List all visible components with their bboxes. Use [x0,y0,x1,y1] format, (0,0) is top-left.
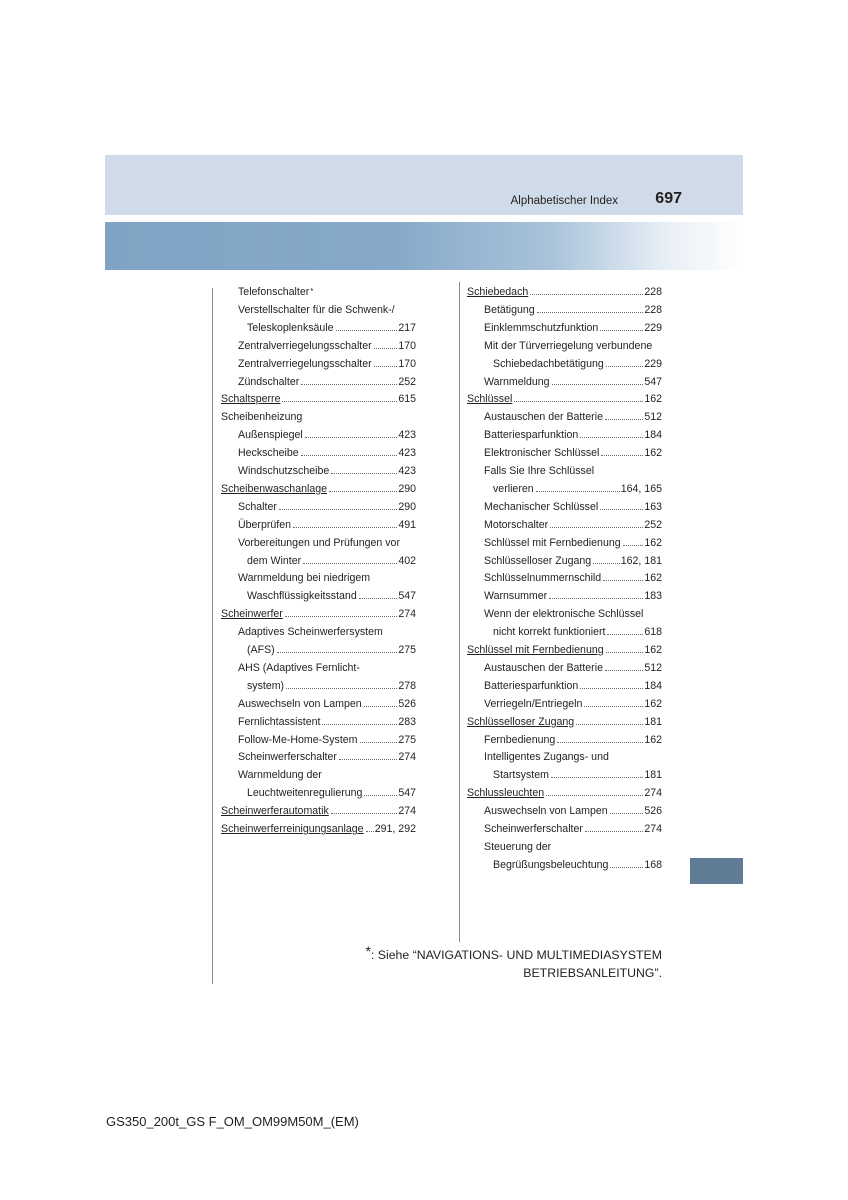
left-column-entry [221,513,416,531]
page-reference: 512 [644,411,662,424]
right-column-entry [467,620,662,638]
left-column-entry [221,584,416,602]
index-term: Vorbereitungen und Prüfungen vor [238,536,400,549]
page-reference: 512 [644,661,662,674]
leader-dots [600,509,643,510]
right-column-entry [467,334,662,352]
page-reference: 252 [398,375,416,388]
right-column-entry [467,602,662,620]
page-reference: 283 [398,715,416,728]
left-column-entry [221,728,416,746]
right-column-entry [467,549,662,567]
left-column-entry [221,620,416,638]
right-column-entry [467,853,662,871]
page-reference: 547 [398,787,416,800]
page-reference: 547 [644,375,662,388]
page-reference: 423 [398,429,416,442]
index-term: Waschflüssigkeitsstand [247,590,357,603]
leader-dots [360,742,398,743]
leader-dots [606,652,644,653]
leader-dots [331,813,398,814]
right-column-entry [467,728,662,746]
index-term: Scheibenheizung [221,411,303,424]
leader-dots [322,724,397,725]
right-column-entry [467,495,662,513]
leader-dots [610,867,643,868]
leader-dots [331,473,397,474]
left-column-entry [221,602,416,620]
index-term: Adaptives Scheinwerfersystem [238,626,383,639]
index-term: Batteriesparfunktion [484,429,579,442]
left-column-entry [221,352,416,370]
right-column-entry [467,280,662,298]
page-reference: 183 [644,590,662,603]
page-reference: 491 [398,518,416,531]
index-term: Verstellschalter für die Schwenk-/ [238,303,395,316]
leader-dots [551,777,643,778]
chapter-tab [690,858,743,884]
left-column-entry [221,674,416,692]
index-term: AHS (Adaptives Fernlicht- [238,661,360,674]
right-column-entry [467,387,662,405]
index-term: Mit der Türverriegelung verbundene [484,339,653,352]
index-term: Verriegeln/Entriegeln [484,697,583,710]
index-term: Austauschen der Batterie [484,661,603,674]
right-column-entry [467,352,662,370]
header-gradient-bar [105,222,743,270]
leader-dots [301,455,398,456]
index-term: Schiebedach [467,286,529,298]
index-term: Warnmeldung der [238,769,322,782]
leader-dots [601,455,643,456]
left-column-entry [221,334,416,352]
leader-dots [557,742,643,743]
left-column-rule [212,288,213,984]
right-column-entry [467,459,662,477]
right-column-entry [467,817,662,835]
index-term: Scheinwerferreinigungsanlage [221,823,364,835]
left-column-entry [221,656,416,674]
index-term: Leuchtweitenregulierung [247,787,363,800]
leader-dots [514,401,643,402]
footnote-line-1: : Siehe “NAVIGATIONS- UND MULTIMEDIASYSTEM [370,948,662,962]
index-term: Schlüsselloser Zugang [484,554,592,567]
index-term: Scheinwerfer [221,608,283,621]
leader-dots [549,598,643,599]
page-reference: 163 [644,500,662,513]
index-term: Zentralverriegelungsschalter [238,357,372,370]
index-term: Schlüssel mit Fernbedienung [467,644,604,656]
leader-dots [537,312,644,313]
leader-dots [585,831,643,832]
index-term: Scheinwerferschalter [484,823,583,835]
page-reference: 162 [644,447,662,460]
index-term: Zentralverriegelungsschalter [238,339,372,352]
left-column-entry [221,531,416,549]
page-reference: 526 [398,697,416,710]
right-column-entry [467,441,662,459]
left-column-entry [221,405,416,423]
page-reference: 228 [644,286,662,298]
leader-dots [623,545,644,546]
page-reference: 184 [644,679,662,692]
index-term: Motorschalter [484,518,549,531]
index-term: Falls Sie Ihre Schlüssel [484,465,595,477]
index-term: Scheibenwaschanlage [221,482,328,495]
page-reference: 162 [644,572,662,585]
left-column-entry [221,459,416,477]
leader-dots [293,527,397,528]
leader-dots [580,688,643,689]
right-column-entry [467,745,662,763]
page-reference: 217 [398,321,416,334]
index-term: (AFS) [247,644,275,656]
page-reference: 162 [644,697,662,710]
page-reference: 229 [644,357,662,370]
leader-dots [286,688,397,689]
page-reference: 229 [644,321,662,334]
index-term: Teleskoplenksäule [247,321,334,334]
left-column-entry [221,745,416,763]
left-column-entry [221,710,416,728]
page-reference: 162, 181 [620,554,662,567]
page-reference: 278 [398,679,416,692]
page-reference: 618 [644,626,662,639]
leader-dots [282,401,397,402]
footnote-asterisk: * [365,943,371,959]
right-column-entry [467,674,662,692]
index-term: Follow-Me-Home-System [238,733,358,746]
leader-dots [550,527,643,528]
index-term: Auswechseln von Lampen [484,805,608,818]
left-column-entry [221,549,416,567]
index-term: Einklemmschutzfunktion [484,321,599,334]
index-term: Begrüßungsbeleuchtung [493,858,609,871]
page-reference: 274 [644,787,662,800]
index-term: Schalter [238,500,277,513]
index-term: Mechanischer Schlüssel [484,500,599,513]
right-column-entry [467,513,662,531]
right-column-entry [467,835,662,853]
right-column-entry [467,370,662,388]
index-term: Fernbedienung [484,733,556,746]
page-reference: 170 [398,339,416,352]
left-column-entry [221,477,416,495]
index-term: nicht korrekt funktioniert [493,626,606,639]
right-column-entry [467,638,662,656]
page-reference: 274 [398,805,416,818]
leader-dots [607,634,643,635]
index-term: Überprüfen [238,518,291,531]
index-term: Warnmeldung [484,375,550,388]
footnote-marker: * [310,287,314,296]
index-term: Zündschalter [238,375,300,388]
index-term: Schaltsperre [221,393,281,406]
page-reference: 252 [644,518,662,531]
left-column-entry [221,280,416,298]
right-column-entry [467,656,662,674]
left-column-entry [221,370,416,388]
right-column-entry [467,710,662,728]
leader-dots [603,580,643,581]
index-term: Startsystem [493,769,549,782]
leader-dots [329,491,397,492]
page-reference: 547 [398,590,416,603]
left-column-entry [221,817,416,835]
left-column-entry [221,566,416,584]
index-term: Warnsummer [484,590,548,603]
leader-dots [593,563,620,564]
leader-dots [364,795,397,796]
index-term: Intelligentes Zugangs- und [484,751,609,764]
leader-dots [285,616,397,617]
leader-dots [359,598,398,599]
right-column-entry [467,477,662,495]
page-reference: 162 [644,393,662,406]
page-reference: 162 [644,536,662,549]
index-term: Schlüsselnummernschild [484,572,602,585]
page-reference: 290 [398,500,416,513]
left-column-entry [221,692,416,710]
index-term: Schlüssel mit Fernbedienung [484,536,621,549]
footnote-line-2: BETRIEBSANLEITUNG”. [523,966,662,980]
left-column-entry [221,387,416,405]
right-column-entry [467,799,662,817]
leader-dots [366,831,374,832]
leader-dots [279,509,397,510]
index-term: Betätigung [484,303,535,316]
right-column-entry [467,531,662,549]
leader-dots [576,724,643,725]
left-column-entry [221,763,416,781]
document-code: GS350_200t_GS F_OM_OM99M50M_(EM) [106,1114,359,1129]
right-column-entry [467,584,662,602]
leader-dots [301,384,397,385]
page-reference: 423 [398,465,416,477]
index-term: Schlüsselloser Zugang [467,715,575,728]
leader-dots [374,348,398,349]
left-column-entry [221,298,416,316]
index-term: Steuerung der [484,840,552,853]
leader-dots [600,330,643,331]
leader-dots [605,419,643,420]
leader-dots [277,652,398,653]
leader-dots [374,366,398,367]
leader-dots [336,330,398,331]
index-term: Elektronischer Schlüssel [484,447,600,460]
right-column-entry [467,423,662,441]
left-column-entry [221,495,416,513]
index-term: Batteriesparfunktion [484,679,579,692]
page-reference: 181 [644,769,662,782]
index-term: verlieren [493,482,534,495]
index-term: Schlüssel [467,393,513,406]
page-reference: 274 [398,608,416,621]
leader-dots [584,706,643,707]
page-reference: 181 [644,715,662,728]
right-column-entry [467,781,662,799]
index-term: Schlussleuchten [467,787,545,800]
leader-dots [305,437,398,438]
index-term: Austauschen der Batterie [484,411,603,424]
leader-dots [605,670,643,671]
page-reference: 423 [398,447,416,460]
index-term: Telefonschalter [238,286,310,298]
left-column-entry [221,638,416,656]
page-reference: 615 [398,393,416,406]
left-column-entry [221,441,416,459]
index-term: Windschutzscheibe [238,465,330,477]
leader-dots [606,366,644,367]
leader-dots [536,491,620,492]
page-reference: 184 [644,429,662,442]
left-column-entry [221,799,416,817]
index-term: Warnmeldung bei niedrigem [238,572,371,585]
index-term: Außenspiegel [238,429,303,442]
index-term: Scheinwerferschalter [238,751,337,764]
leader-dots [552,384,644,385]
right-column-rule [459,282,460,942]
page-reference: 168 [644,858,662,871]
leader-dots [339,759,397,760]
page-reference: 402 [398,554,416,567]
section-title: Alphabetischer Index [510,195,618,207]
page-number: 697 [655,190,682,207]
index-term: dem Winter [247,554,302,567]
index-term: Auswechseln von Lampen [238,697,362,710]
index-term: Schiebedachbetätigung [493,357,604,370]
index-term: Fernlichtassistent [238,715,321,728]
index-term: Scheinwerferautomatik [221,805,329,818]
page-reference: 291, 292 [374,823,416,835]
left-column-entry [221,316,416,334]
right-column-entry [467,692,662,710]
leader-dots [546,795,643,796]
index-term: system) [247,679,285,692]
page-reference: 170 [398,357,416,370]
right-column-entry [467,298,662,316]
right-column-entry [467,566,662,584]
page-reference: 275 [398,733,416,746]
page-reference: 162 [644,644,662,656]
leader-dots [303,563,397,564]
page-reference: 275 [398,644,416,656]
footnote [320,942,662,982]
right-column-entry [467,763,662,781]
leader-dots [580,437,643,438]
leader-dots [610,813,644,814]
leader-dots [530,294,643,295]
page-reference: 290 [398,482,416,495]
right-column-entry [467,405,662,423]
index-term: Heckscheibe [238,447,299,460]
page-reference: 274 [398,751,416,764]
right-column-entry [467,316,662,334]
left-column-entry [221,781,416,799]
page-reference: 274 [644,823,662,835]
page-reference: 526 [644,805,662,818]
page-reference: 164, 165 [620,482,662,495]
index-term: Wenn der elektronische Schlüssel [484,608,644,621]
page-reference: 228 [644,303,662,316]
leader-dots [364,706,398,707]
left-column-entry [221,423,416,441]
page-reference: 162 [644,733,662,746]
